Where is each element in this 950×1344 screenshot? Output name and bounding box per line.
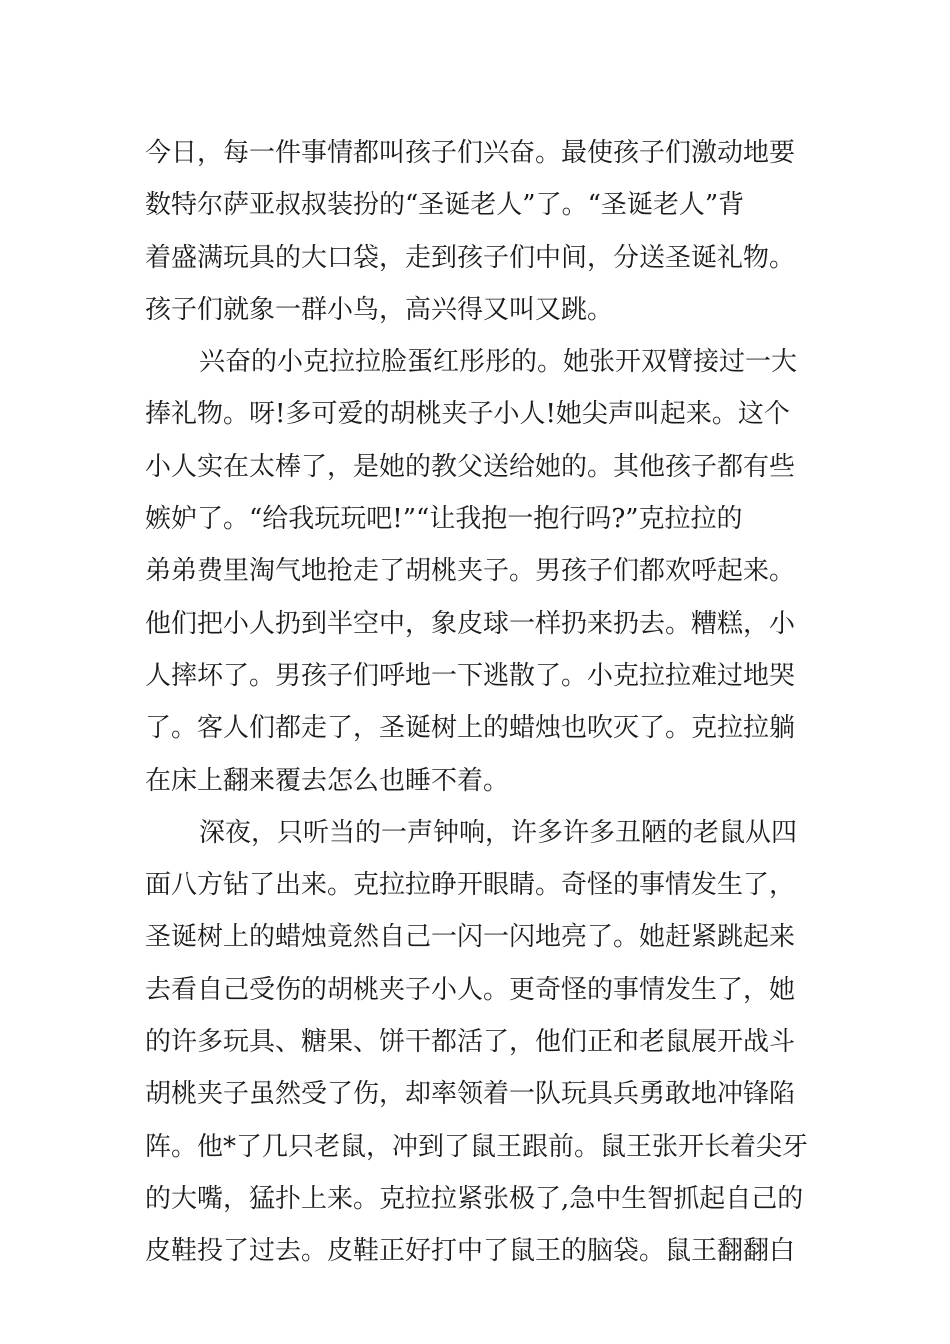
text-line: 在床上翻来覆去怎么也睡不着。: [145, 765, 510, 796]
text-line: 人摔坏了。男孩子们呼地一下逃散了。小克拉拉难过地哭: [145, 660, 796, 691]
text-line: 小人实在太棒了，是她的教父送给她的。其他孩子都有些: [145, 451, 796, 482]
text-line: 捧礼物。呀!多可爱的胡桃夹子小人!她尖声叫起来。这个: [145, 399, 790, 430]
paragraph-start-line: 深夜，只听当的一声钟响，许多许多丑陋的老鼠从四: [199, 817, 798, 848]
text-line: 数特尔萨亚叔叔装扮的“圣诞老人”了。“圣诞老人”背: [145, 190, 745, 221]
text-line: 今日，每一件事情都叫孩子们兴奋。最使孩子们激动地要: [145, 138, 796, 168]
text-line: 胡桃夹子虽然受了伤，却率领着一队玩具兵勇敢地冲锋陷: [145, 1079, 796, 1110]
text-line: 的许多玩具、糖果、饼干都活了，他们正和老鼠展开战斗: [145, 1027, 796, 1058]
story-text: [145, 127, 815, 1278]
text-line: 的大嘴，猛扑上来。克拉拉紧张极了,急中生智抓起自己的: [145, 1183, 804, 1214]
text-line: 弟弟费里淘气地抢走了胡桃夹子。男孩子们都欢呼起来。: [145, 556, 796, 587]
text-line: 他们把小人扔到半空中，象皮球一样扔来扔去。糟糕，小: [145, 608, 796, 639]
text-line: 面八方钻了出来。克拉拉睁开眼睛。奇怪的事情发生了，: [145, 870, 796, 901]
text-line: 圣诞树上的蜡烛竟然自己一闪一闪地亮了。她赶紧跳起来: [145, 922, 796, 953]
text-line: 嫉妒了。“给我玩玩吧!”“让我抱一抱行吗?”克拉拉的: [145, 504, 743, 535]
paragraph-start-line: 兴奋的小克拉拉脸蛋红彤彤的。她张开双臂接过一大: [199, 347, 798, 378]
text-line: 去看自己受伤的胡桃夹子小人。更奇怪的事情发生了，她: [145, 974, 796, 1005]
text-line: 孩子们就象一群小鸟，高兴得又叫又跳。: [145, 294, 614, 325]
text-line: 了。客人们都走了，圣诞树上的蜡烛也吹灭了。克拉拉躺: [145, 713, 796, 744]
text-line: 阵。他*了几只老鼠，冲到了鼠王跟前。鼠王张开长着尖牙: [145, 1131, 809, 1162]
text-line: 着盛满玩具的大口袋，走到孩子们中间，分送圣诞礼物。: [145, 242, 796, 273]
text-line: 皮鞋投了过去。皮鞋正好打中了鼠王的脑袋。鼠王翻翻白: [145, 1236, 796, 1267]
